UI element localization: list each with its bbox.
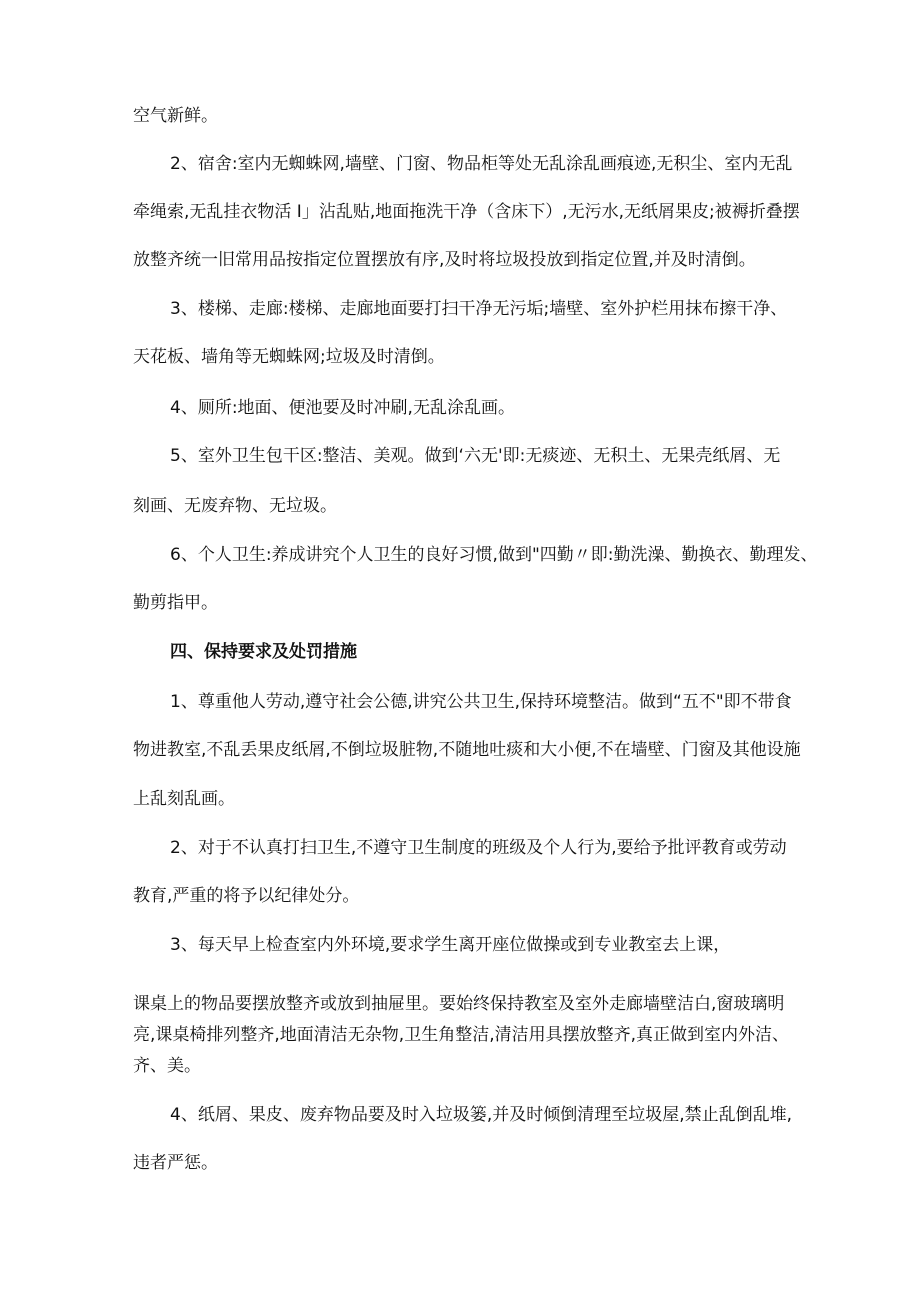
- text-line-22: 4、纸屑、果皮、废弃物品要及时入垃圾篓,并及时倾倒清理至垃圾屋,禁止乱倒乱堆,: [170, 1105, 793, 1125]
- text-line-9: 刻画、无废弃物、无垃圾。: [133, 496, 337, 516]
- text-line-11: 勤剪指甲。: [133, 593, 218, 613]
- text-line-18: 3、每天早上检查室内外环境,要求学生离开座位做操或到专业教室去上课，: [170, 935, 731, 955]
- section-heading: 四、保持要求及处罚措施: [170, 642, 357, 662]
- text-line-20: 亮,课桌椅排列整齐,地面清洁无杂物,卫生角整洁,清洁用具摆放整齐,真正做到室内外洁、: [133, 1025, 790, 1045]
- text-line-10: 6、个人卫生:养成讲究个人卫生的良好习惯,做到"四勤〃即:勤洗澡、勤换衣、勤理发、: [170, 545, 818, 565]
- text-line-19: 课桌上的物品要摆放整齐或放到抽屉里。要始终保持教室及室外走廊墙壁洁白,窗玻璃明: [133, 994, 785, 1014]
- text-line-4: 放整齐统一旧常用品按指定位置摆放有序,及时将垃圾投放到指定位置,并及时清倒。: [133, 250, 756, 270]
- text-line-5: 3、楼梯、走廊:楼梯、走廊地面要打扫干净无污垢;墙壁、室外护栏用抹布擦干净、: [170, 299, 788, 319]
- text-line-7: 4、厕所:地面、便池要及时冲刷,无乱涂乱画。: [170, 398, 515, 418]
- text-line-1: 空气新鲜。: [133, 106, 218, 126]
- text-line-21: 齐、美。: [133, 1056, 201, 1076]
- text-line-6: 天花板、墙角等无蜘蛛网;垃圾及时清倒。: [133, 347, 445, 367]
- text-line-8: 5、室外卫生包干区:整洁、美观。做到‘六无'即:无痰迹、无积土、无果壳纸屑、无: [170, 446, 781, 466]
- text-line-16: 2、对于不认真打扫卫生,不遵守卫生制度的班级及个人行为,要给予批评教育或劳动: [170, 838, 787, 858]
- text-line-17: 教育,严重的将予以纪律处分。: [133, 886, 360, 906]
- text-line-2: 2、宿舍:室内无蜘蛛网,墙壁、门窗、物品柜等处无乱涂乱画痕迹,无积尘、室内无乱: [170, 154, 793, 174]
- text-line-3: 牵绳索,无乱挂衣物活 I」沾乱贴,地面拖洗干净（含床下）,无污水,无纸屑果皮;被褥折叠摆: [133, 202, 800, 222]
- text-line-14: 物进教室,不乱丢果皮纸屑,不倒垃圾脏物,不随地吐痰和大小便,不在墙壁、门窗及其他设施: [133, 740, 801, 760]
- text-line-23: 违者严惩。: [133, 1153, 218, 1173]
- text-line-15: 上乱刻乱画。: [133, 789, 235, 809]
- text-line-13: 1、尊重他人劳动,遵守社会公德,讲究公共卫生,保持环境整洁。做到“五不"即不带食: [170, 692, 792, 712]
